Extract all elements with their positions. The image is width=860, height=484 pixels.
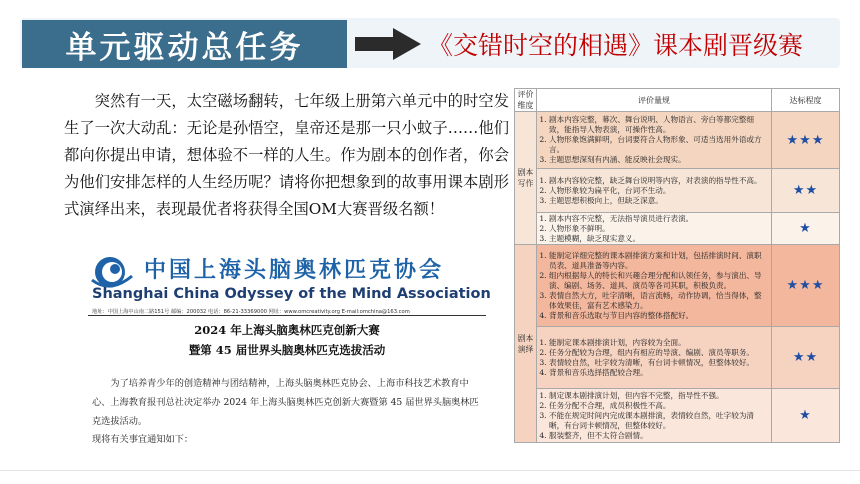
criteria-item: 4. 服装整齐，但不太符合剧情。 <box>549 431 769 441</box>
criteria-item: 1. 剧本内容较完整，缺乏舞台说明等内容，对表演的指导性不高。 <box>549 176 769 186</box>
association-name-en: Shanghai China Odyssey of the Mind Association <box>92 286 491 302</box>
star-rating: ★★★ <box>772 112 840 169</box>
criteria-cell <box>537 389 772 443</box>
criteria-item: 3. 不能在规定时间内完成课本剧排演，表情较自然，吐字较为清晰，有台词卡顿情况，但整体较好。 <box>549 411 769 431</box>
page-title: 单元驱动总任务 <box>22 20 347 68</box>
criteria-item: 3. 主题思想深刻有内涵、能反映社会现实。 <box>549 155 769 165</box>
criteria-cell <box>537 327 772 389</box>
criteria-item: 4. 背景和音乐选取与节目内容的整体搭配好。 <box>549 311 769 321</box>
criteria-item: 2. 人物形象较为扁平化，台词不生动。 <box>549 186 769 196</box>
story-paragraph: 突然有一天，太空磁场翻转，七年级上册第六单元中的时空发生了一次大动乱：无论是孙悟空，皇帝还是那一只小蚊子……他们都向你提出申请，想体验不一样的人生。作为剧本的创作者，你会为他们安排怎样的人生经历呢？请将你把想象到的故事用课本剧形式演绎出来，表现最优者将获得全国OM大赛晋级名额！ <box>64 92 509 218</box>
criteria-item: 2. 任务分配较为合理，组内有相应的导演、编剧、演员等职务。 <box>549 348 769 358</box>
criteria-item: 4. 背景和音乐选择搭配较合理。 <box>549 368 769 378</box>
star-rating: ★ <box>772 389 840 443</box>
criteria-item: 1. 剧本内容不完整，无法指导演员进行表演。 <box>549 214 769 224</box>
criteria-item: 1. 剧本内容完整，幕次、舞台说明、人物语言、旁白等都完整细致，能指导人物表演，可操作性高。 <box>549 115 769 135</box>
criteria-item: 3. 表情自然大方，吐字清晰，语言流畅，动作协调，恰当得体，整体效果佳，富有艺术感染力。 <box>549 291 769 311</box>
header-level: 达标程度 <box>772 89 840 112</box>
letterhead-divider <box>88 315 486 316</box>
criteria-item: 1. 能制定详细完整的课本剧排演方案和计划，包括排演时间、演职员表、道具准备等内容。 <box>549 251 769 271</box>
star-rating: ★★★ <box>772 245 840 327</box>
notice-document-image <box>82 240 492 450</box>
dimension-writing: 剧本写作 <box>515 112 537 245</box>
star-rating: ★★ <box>772 327 840 389</box>
footer-divider <box>0 470 860 471</box>
criteria-cell <box>537 169 772 213</box>
criteria-item: 3. 主题思想积极向上，但缺乏深意。 <box>549 196 769 206</box>
association-logo-icon <box>88 254 138 290</box>
criteria-item: 3. 主题模糊，缺乏现实意义。 <box>549 234 769 244</box>
association-name-cn: 中国上海头脑奥林匹克协会 <box>144 258 445 283</box>
criteria-cell <box>537 213 772 245</box>
notice-closing-line: 现将有关事宜通知如下： <box>92 434 194 445</box>
association-address: 地址：中国上海中山南二路151号 邮编：200032 电话：86-21-33369000 网址：www.omcreativity.org E-mail:omchina@163.com <box>92 309 410 315</box>
notice-title: 2024 年上海头脑奥林匹克创新大赛 <box>194 323 380 337</box>
criteria-cell <box>537 245 772 327</box>
criteria-item: 2. 任务分配不合理，成员积极性不高。 <box>549 401 769 411</box>
criteria-item: 2. 人物形象饱满鲜明，台词要符合人物形象、可适当选用外语或方言。 <box>549 135 769 155</box>
header-criteria: 评价量规 <box>537 89 772 112</box>
criteria-item: 1. 能制定课本剧排演计划，内容较为全面。 <box>549 338 769 348</box>
contest-title: 《交错时空的相遇》课本剧晋级赛 <box>428 31 804 60</box>
criteria-item: 2. 人物形象不鲜明。 <box>549 224 769 234</box>
notice-body: 为了培养青少年的创造精神与团结精神，上海头脑奥林匹克协会、上海市科技艺术教育中心、上海教育报刊总社决定举办 2024 年上海头脑奥林匹克创新大赛暨第 45 届世界头脑奥林匹克选拔活动。 <box>92 378 479 427</box>
criteria-item: 2. 组内根据每人的特长和兴趣合理分配和认领任务，参与演出、导演、编剧、场务、道具、演员等各司其职，积极负责。 <box>549 271 769 291</box>
header-dimension: 评价维度 <box>515 89 537 112</box>
star-rating: ★ <box>772 213 840 245</box>
star-rating: ★★ <box>772 169 840 213</box>
right-arrow-icon <box>355 28 421 60</box>
evaluation-rubric-table <box>514 88 840 443</box>
criteria-item: 1. 制定课本剧排演计划，但内容不完整，指导性不强。 <box>549 391 769 401</box>
criteria-item: 3. 表情较自然，吐字较为清晰，有台词卡顿情况，但整体较好。 <box>549 358 769 368</box>
notice-subtitle: 暨第 45 届世界头脑奥林匹克选拔活动 <box>188 343 386 357</box>
dimension-performance: 剧本演绎 <box>515 245 537 443</box>
criteria-cell <box>537 112 772 169</box>
